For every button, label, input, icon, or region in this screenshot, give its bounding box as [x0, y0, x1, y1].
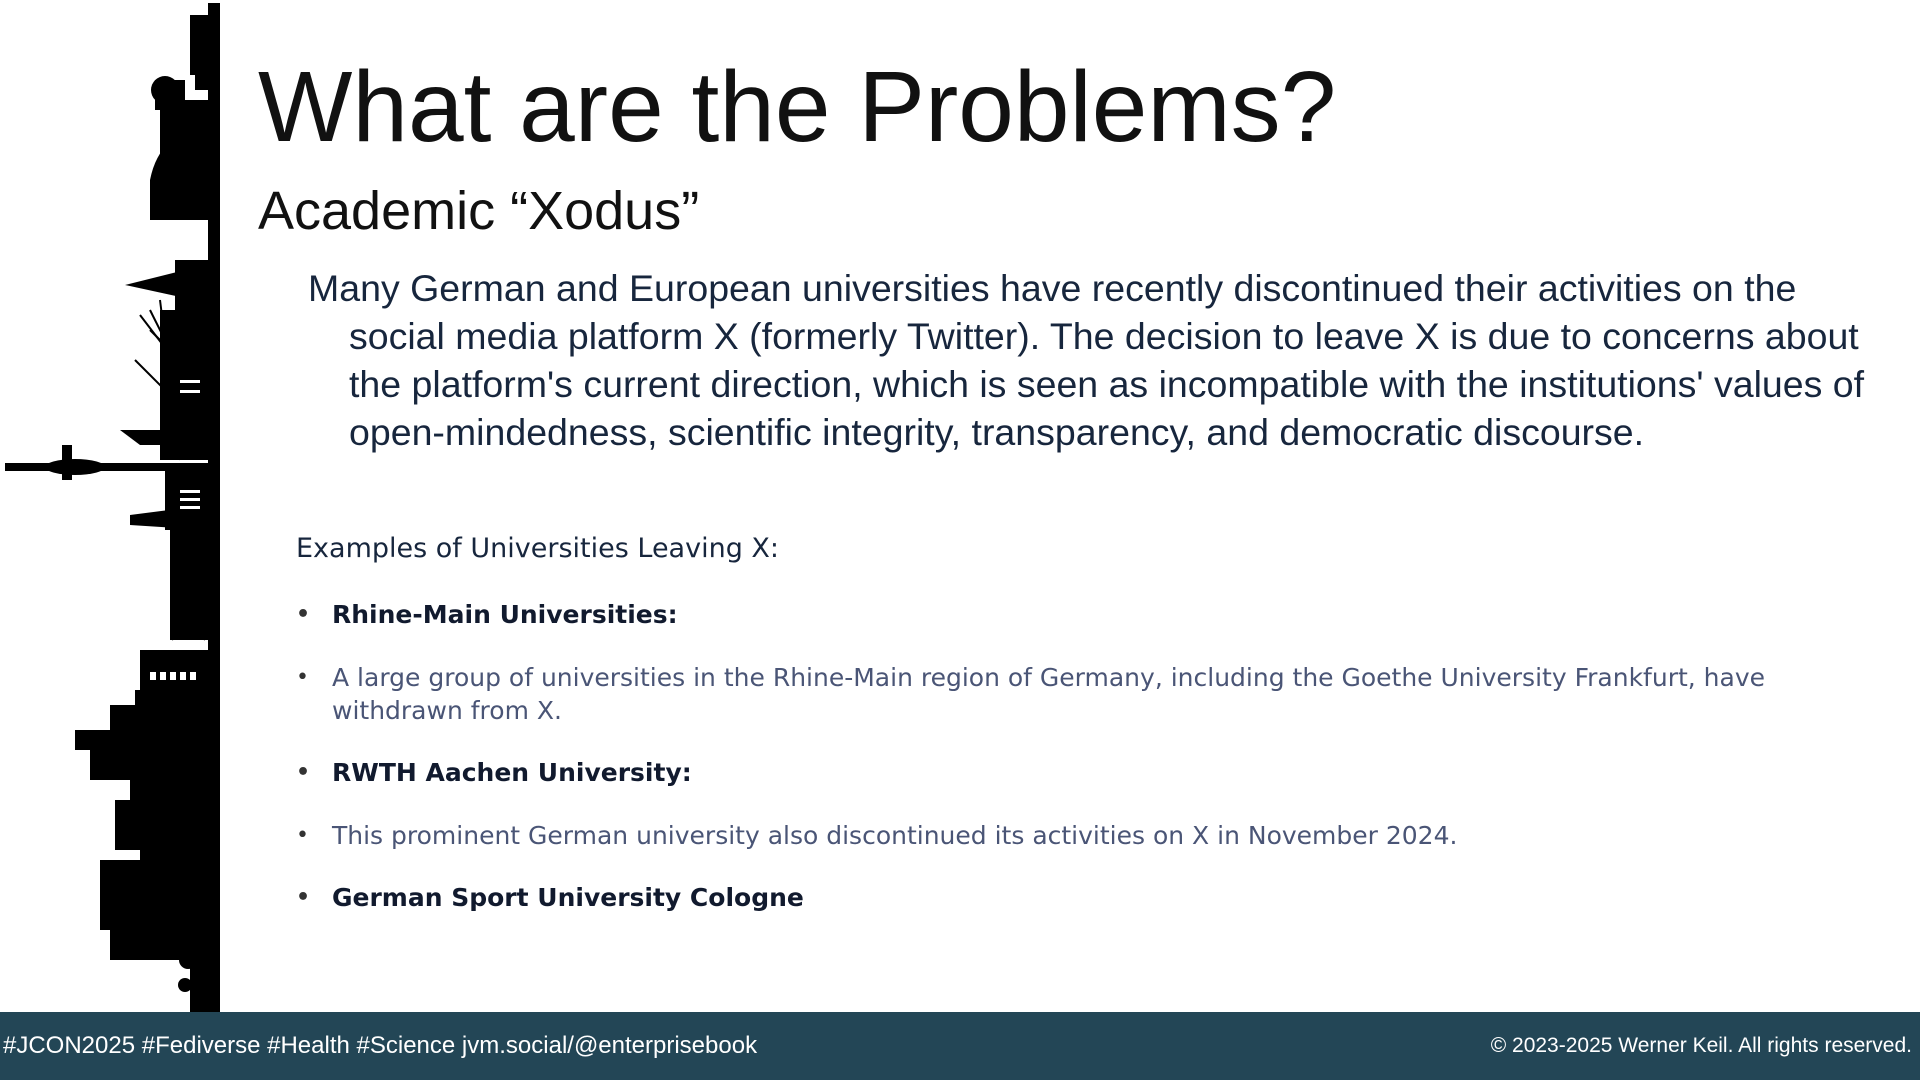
list-item: [296, 661, 1856, 727]
list-item: [296, 756, 1856, 789]
bullet-icon: •: [296, 760, 311, 785]
footer-hashtags: #JCON2025 #Fediverse #Health #Science jvm.social/@enterprisebook: [3, 1032, 758, 1059]
slide-title: What are the Problems?: [258, 51, 1337, 163]
bullet-icon: •: [296, 823, 309, 848]
bullet-icon: •: [296, 665, 309, 690]
list-item-text: German Sport University Cologne: [332, 883, 804, 912]
list-item-text: A large group of universities in the Rhine-Main region of Germany, including the Goethe University Frankfurt, have withdrawn from X.: [332, 663, 1766, 725]
bullet-icon: •: [296, 885, 311, 910]
list-item: [296, 819, 1856, 852]
university-list: [296, 598, 1856, 914]
list-item: [296, 881, 1856, 914]
footer-bar: [0, 1012, 1920, 1080]
slide-subtitle: Academic “Xodus”: [258, 181, 700, 241]
footer-copyright: © 2023-2025 Werner Keil. All rights reserved.: [1490, 1034, 1912, 1057]
examples-heading: Examples of Universities Leaving X:: [296, 533, 780, 564]
intro-paragraph: Many German and European universities have recently discontinued their activities on the social media platform X (formerly Twitter). The decision to leave X is due to concerns about the platform's current direction, which is seen as incompatible with the institutions' values of open-mindedness, scientific integrity, transparency, and democratic discourse.: [308, 267, 1865, 453]
list-item-text: RWTH Aachen University:: [332, 758, 692, 787]
bullet-icon: •: [296, 602, 311, 627]
city-skyline-silhouette: [0, 0, 225, 1012]
list-item-text: This prominent German university also discontinued its activities on X in November 2024.: [332, 821, 1458, 850]
list-item-text: Rhine-Main Universities:: [332, 600, 678, 629]
list-item: [296, 598, 1856, 631]
